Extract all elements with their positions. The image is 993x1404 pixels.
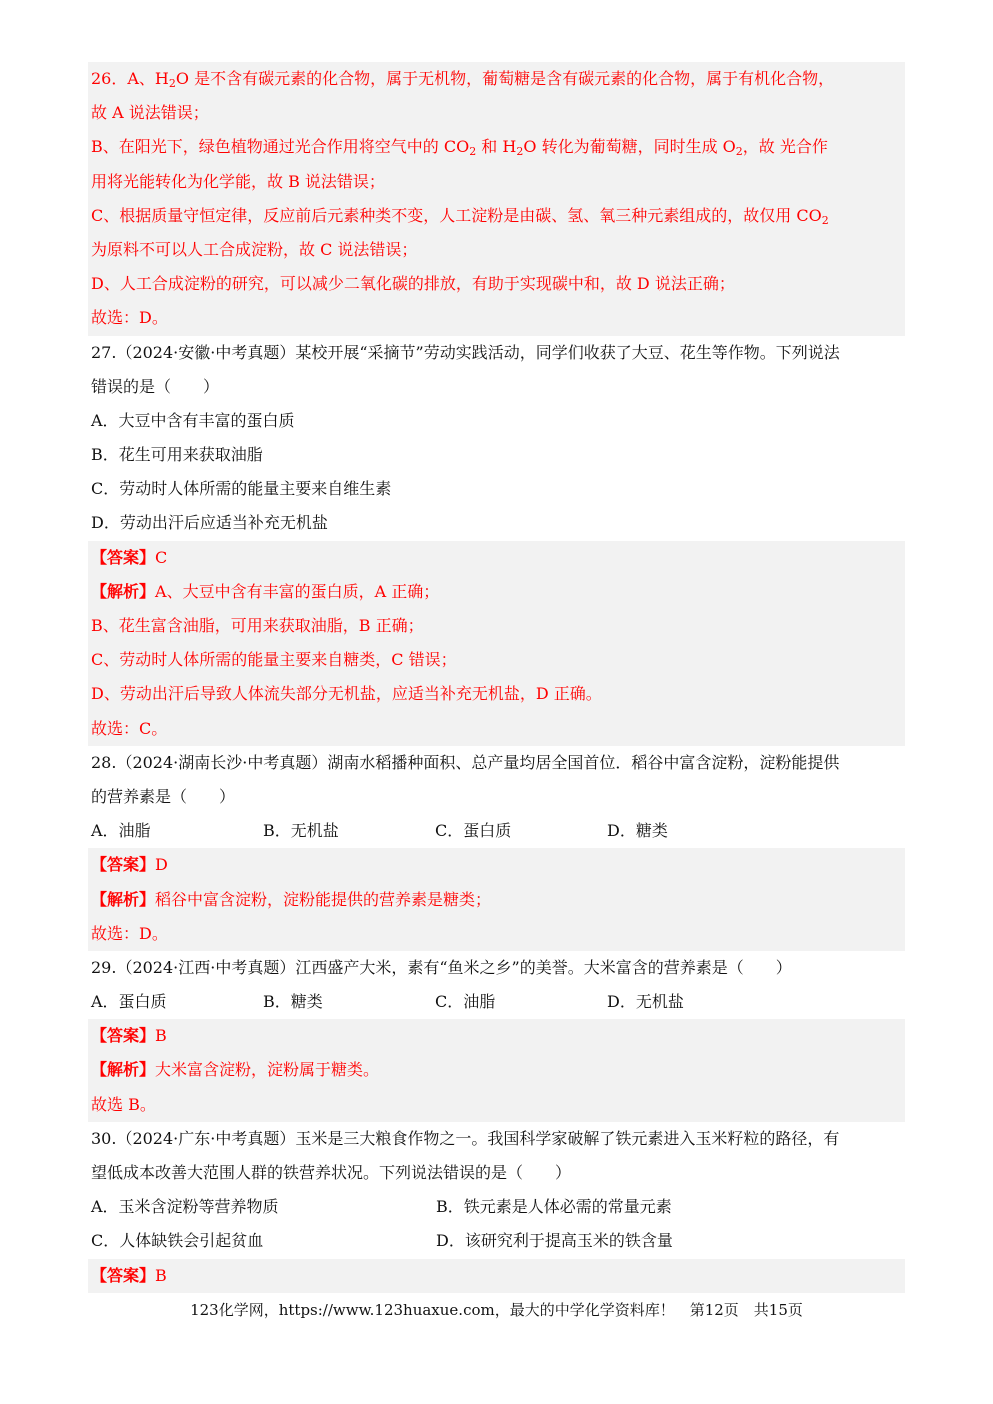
question-27	[88, 336, 905, 541]
option-a: A．玉米含淀粉等营养物质	[91, 1197, 279, 1217]
answer-tag: 【答案】	[91, 547, 156, 567]
answer-tag: 【答案】	[91, 1026, 156, 1046]
analysis-line: C、劳动时人体所需的能量主要来自糖类，C 错误；	[91, 650, 457, 670]
answer-line	[88, 848, 905, 882]
option-b: B．糖类	[263, 992, 323, 1012]
options-row	[88, 814, 905, 848]
option-c: C．劳动时人体所需的能量主要来自维生素	[91, 479, 392, 499]
q28-answer-block	[88, 848, 905, 951]
question-stem: 27.（2024·安徽·中考真题）某校开展“采摘节”劳动实践活动，同学们收获了大豆、花生等作物。下列说法	[91, 342, 840, 362]
analysis-tag: 【解析】	[91, 889, 156, 909]
question-28	[88, 746, 905, 849]
analysis-line: 【解析】大米富含淀粉，淀粉属于糖类。	[91, 1060, 380, 1080]
page-footer: 123化学网，https://www.123huaxue.com，最大的中学化学资料库！ 第12页 共15页	[190, 1301, 803, 1319]
answer-value: C	[155, 547, 168, 567]
q26-explain-line: D、人工合成淀粉的研究，可以减少二氧化碳的排放，有助于实现碳中和，故 D 说法正确；	[91, 274, 735, 294]
question-stem: 的营养素是（ ）	[91, 786, 236, 806]
q26-explain-line: 26．A、$H_2O$ 是不含有碳元素的化合物，属于无机物，葡萄糖是含有碳元素的化合物，属于有机化合物，	[91, 69, 835, 90]
answer-line	[88, 1259, 905, 1293]
option-b: B．花生可用来获取油脂	[91, 445, 263, 465]
analysis-line: 【解析】A、大豆中含有丰富的蛋白质，A 正确；	[91, 581, 440, 601]
options-row	[88, 1224, 905, 1258]
option-d: D．糖类	[607, 821, 668, 841]
question-29	[88, 951, 905, 1019]
q26-explain-line: 故 A 说法错误；	[91, 103, 209, 123]
analysis-line: D、劳动出汗后导致人体流失部分无机盐，应适当补充无机盐，D 正确。	[91, 684, 602, 704]
analysis-line: 故选：C。	[91, 718, 168, 738]
option-c: C．人体缺铁会引起贫血	[91, 1231, 264, 1251]
analysis-line: 故选：D。	[91, 923, 168, 943]
analysis-line: 故选 B。	[91, 1094, 156, 1114]
option-b: B．无机盐	[263, 821, 339, 841]
option-d: D．该研究利于提高玉米的铁含量	[436, 1231, 673, 1251]
q26-explain-line: B、在阳光下，绿色植物通过光合作用将空气中的 $CO_2$ 和 $H_2O$ 转化为葡萄糖，同时生成 $O_2$，故 光合作	[91, 137, 828, 159]
question-stem: 望低成本改善大范围人群的铁营养状况。下列说法错误的是（ ）	[91, 1163, 572, 1182]
answer-line	[88, 541, 905, 575]
answer-value: D	[155, 855, 168, 875]
question-stem: 29.（2024·江西·中考真题）江西盛产大米，素有“鱼米之乡”的美誉。大米富含的营养素是（ ）	[91, 957, 792, 977]
option-b: B．铁元素是人体必需的常量元素	[436, 1197, 672, 1217]
option-a: A．油脂	[91, 821, 151, 841]
question-30	[88, 1122, 905, 1259]
q26-explain-line: C、根据质量守恒定律，反应前后元素种类不变，人工淀粉是由碳、氢、氧三种元素组成的，故仅用 $CO_2$	[91, 205, 829, 227]
analysis-line: 【解析】稻谷中富含淀粉，淀粉能提供的营养素是糖类；	[91, 889, 492, 909]
answer-value: B	[155, 1026, 167, 1046]
option-c: C．油脂	[435, 992, 496, 1012]
answer-tag: 【答案】	[91, 855, 156, 875]
page-content	[88, 62, 905, 1293]
question-stem: 28.（2024·湖南长沙·中考真题）湖南水稻播种面积、总产量均居全国首位．稻谷中富含淀粉，淀粉能提供	[91, 752, 840, 772]
option-a: A．蛋白质	[91, 992, 167, 1012]
options-row	[88, 1190, 905, 1224]
analysis-tag: 【解析】	[91, 1060, 156, 1080]
q29-answer-block	[88, 1019, 905, 1122]
q26-explain-line: 故选：D。	[91, 308, 168, 328]
option-c: C．蛋白质	[435, 821, 512, 841]
question-stem: 错误的是（ ）	[91, 376, 220, 396]
q26-explain-line: 用将光能转化为化学能，故 B 说法错误；	[91, 171, 385, 191]
answer-line	[88, 1019, 905, 1053]
analysis-line: B、花生富含油脂，可用来获取油脂，B 正确；	[91, 616, 424, 635]
q30-answer-block	[88, 1259, 905, 1293]
option-d: D．无机盐	[607, 992, 684, 1012]
options-row	[88, 985, 905, 1019]
q26-explain-line: 为原料不可以人工合成淀粉，故 C 说法错误；	[91, 239, 418, 259]
q26-explanation-block	[88, 62, 905, 336]
q27-answer-block	[88, 541, 905, 746]
question-stem: 30.（2024·广东·中考真题）玉米是三大粮食作物之一。我国科学家破解了铁元素进入玉米籽粒的路径，有	[91, 1128, 840, 1148]
analysis-tag: 【解析】	[91, 581, 156, 601]
option-a: A．大豆中含有丰富的蛋白质	[91, 410, 295, 430]
answer-value: B	[155, 1265, 167, 1285]
option-d: D．劳动出汗后应适当补充无机盐	[91, 513, 328, 533]
answer-tag: 【答案】	[91, 1265, 156, 1285]
